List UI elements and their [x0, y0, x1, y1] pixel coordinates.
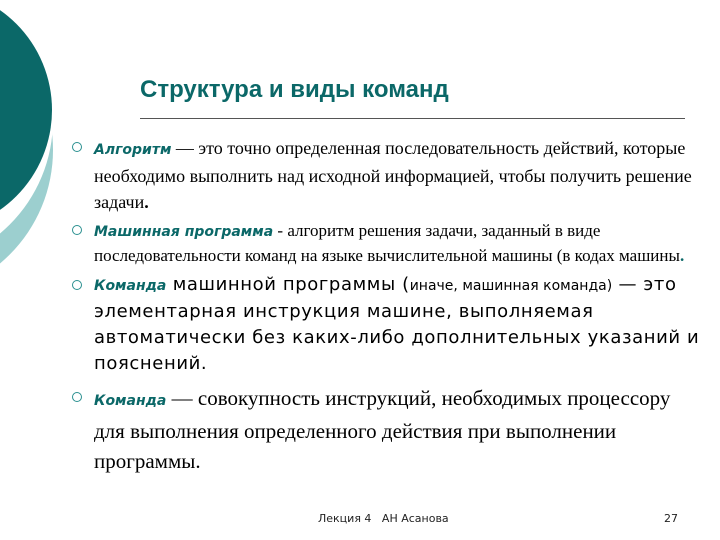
- slide-title: Структура и виды команд: [140, 76, 449, 103]
- list-item: [72, 135, 700, 215]
- bullet-list: [72, 132, 700, 476]
- term-label: Алгоритм: [94, 142, 172, 158]
- item-tail: .: [679, 246, 685, 265]
- circle-bullet-icon: [72, 392, 82, 402]
- term-label: Машинная программа: [94, 224, 274, 240]
- footer-text: Лекция 4 АН Асанова: [318, 512, 449, 525]
- item-text-small: иначе, машинная команда): [409, 278, 613, 294]
- list-item: [72, 219, 700, 268]
- item-text: - алгоритм решения задачи, заданный в виде последовательности команд на языке вычислительной машины (в кодах машины: [94, 221, 680, 265]
- item-text: — это точно определенная последовательность действий, которые необходимо выполнить над исходной информацией, чтобы получить решение задачи: [94, 138, 692, 212]
- title-divider: [140, 118, 685, 119]
- item-text: машинной программы (: [166, 274, 410, 295]
- list-item: [72, 272, 700, 377]
- item-text: — совокупность инструкций, необходимых процессору для выполнения определенного действия при выполнении программы.: [94, 386, 671, 473]
- circle-bullet-icon: [72, 142, 82, 152]
- item-tail: .: [144, 192, 149, 212]
- page-number: 27: [664, 512, 678, 525]
- term-label: Команда: [94, 393, 167, 409]
- term-label: Команда: [94, 278, 167, 294]
- circle-bullet-icon: [72, 280, 82, 290]
- item-text: — это элементарная инструкция машине, выполняемая автоматически без каких-либо дополнительных указаний и пояснений.: [94, 274, 700, 374]
- list-item: [72, 383, 700, 476]
- circle-bullet-icon: [72, 225, 82, 235]
